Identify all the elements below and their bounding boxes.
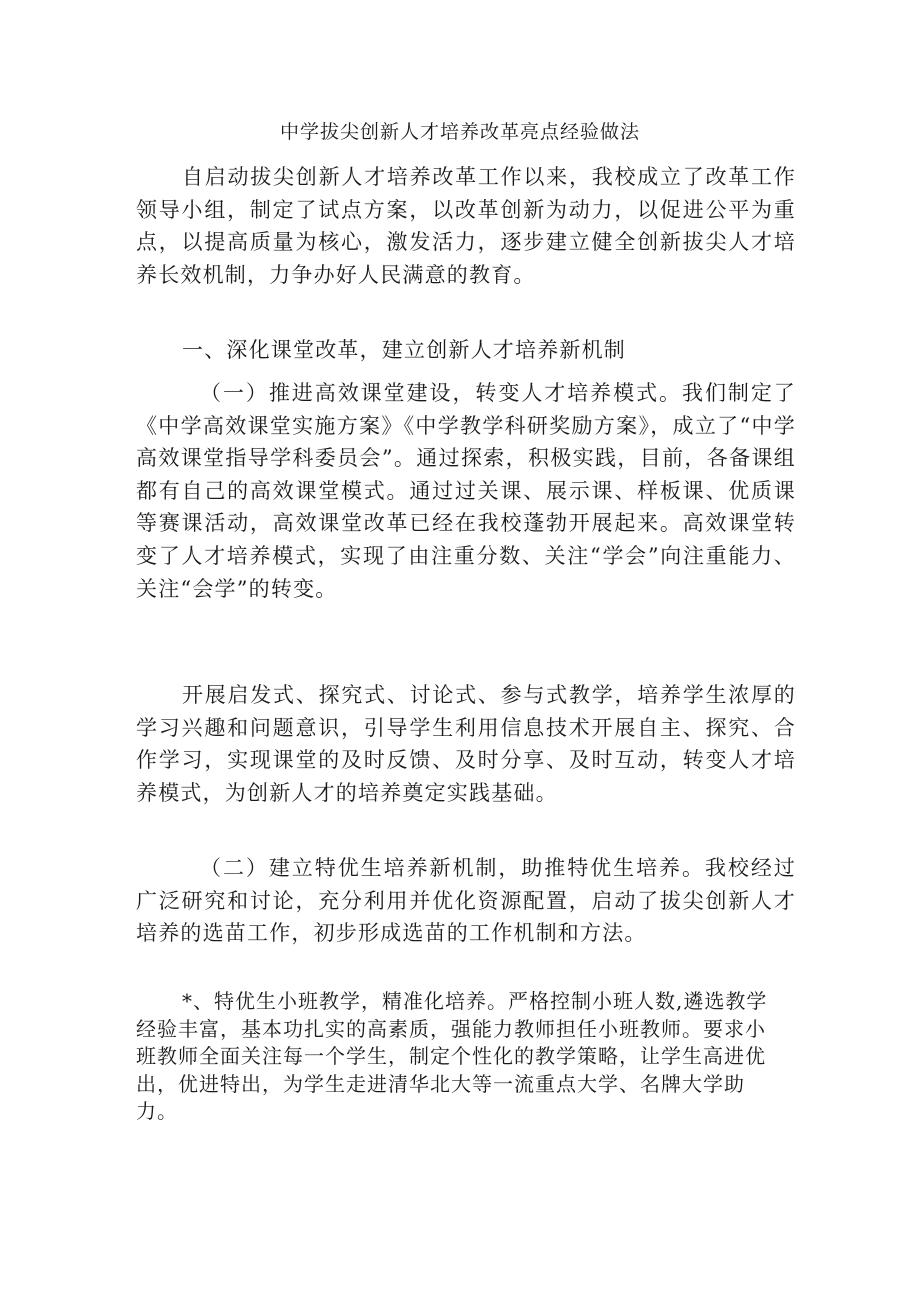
section-heading-1: 一、深化课堂改革，建立创新人才培养新机制 <box>182 338 626 362</box>
subsection-1-paragraph: （一）推进高效课堂建设，转变人才培养模式。我们制定了《中学高效课堂实施方案》《中学教学科研奖励方案》，成立了“中学高效课堂指导学科委员会”。通过探索，积极实践，目前，各备课组都有自己的高效课堂模式。通过过关课、展示课、样板课、优质课等赛课活动，高效课堂改革已经在我校蓬勃开展起来。高效课堂转变了人才培养模式，实现了由注重分数、关注“学会”向注重能力、关注“会学”的转变。 <box>136 381 796 601</box>
document-title: 中学拔尖创新人才培养改革亮点经验做法 <box>279 121 640 143</box>
intro-paragraph: 自启动拔尖创新人才培养改革工作以来，我校成立了改革工作领导小组，制定了试点方案，以改革创新为动力，以促进公平为重点，以提高质量为核心，激发活力，逐步建立健全创新拔尖人才培养长效机制，力争办好人民满意的教育。 <box>136 165 796 287</box>
teaching-methods-paragraph: 开展启发式、探究式、讨论式、参与式教学，培养学生浓厚的学习兴趣和问题意识，引导学生利用信息技术开展自主、探究、合作学习，实现课堂的及时反馈、及时分享、及时互动，转变人才培养模式，为创新人才的培养奠定实践基础。 <box>136 683 796 805</box>
subsection-2-paragraph: （二）建立特优生培养新机制，助推特优生培养。我校经过广泛研究和讨论，充分利用并优化资源配置，启动了拔尖创新人才培养的选苗工作，初步形成选苗的工作机制和方法。 <box>136 856 796 946</box>
small-class-item-paragraph: *、特优生小班教学，精准化培养。严格控制小班人数,遴选教学经验丰富，基本功扎实的高素质，强能力教师担任小班教师。要求小班教师全面关注每一个学生，制定个性化的教学策略，让学生高进优出，优进特出，为学生走进清华北大等一流重点大学、名牌大学助力。 <box>136 989 768 1124</box>
